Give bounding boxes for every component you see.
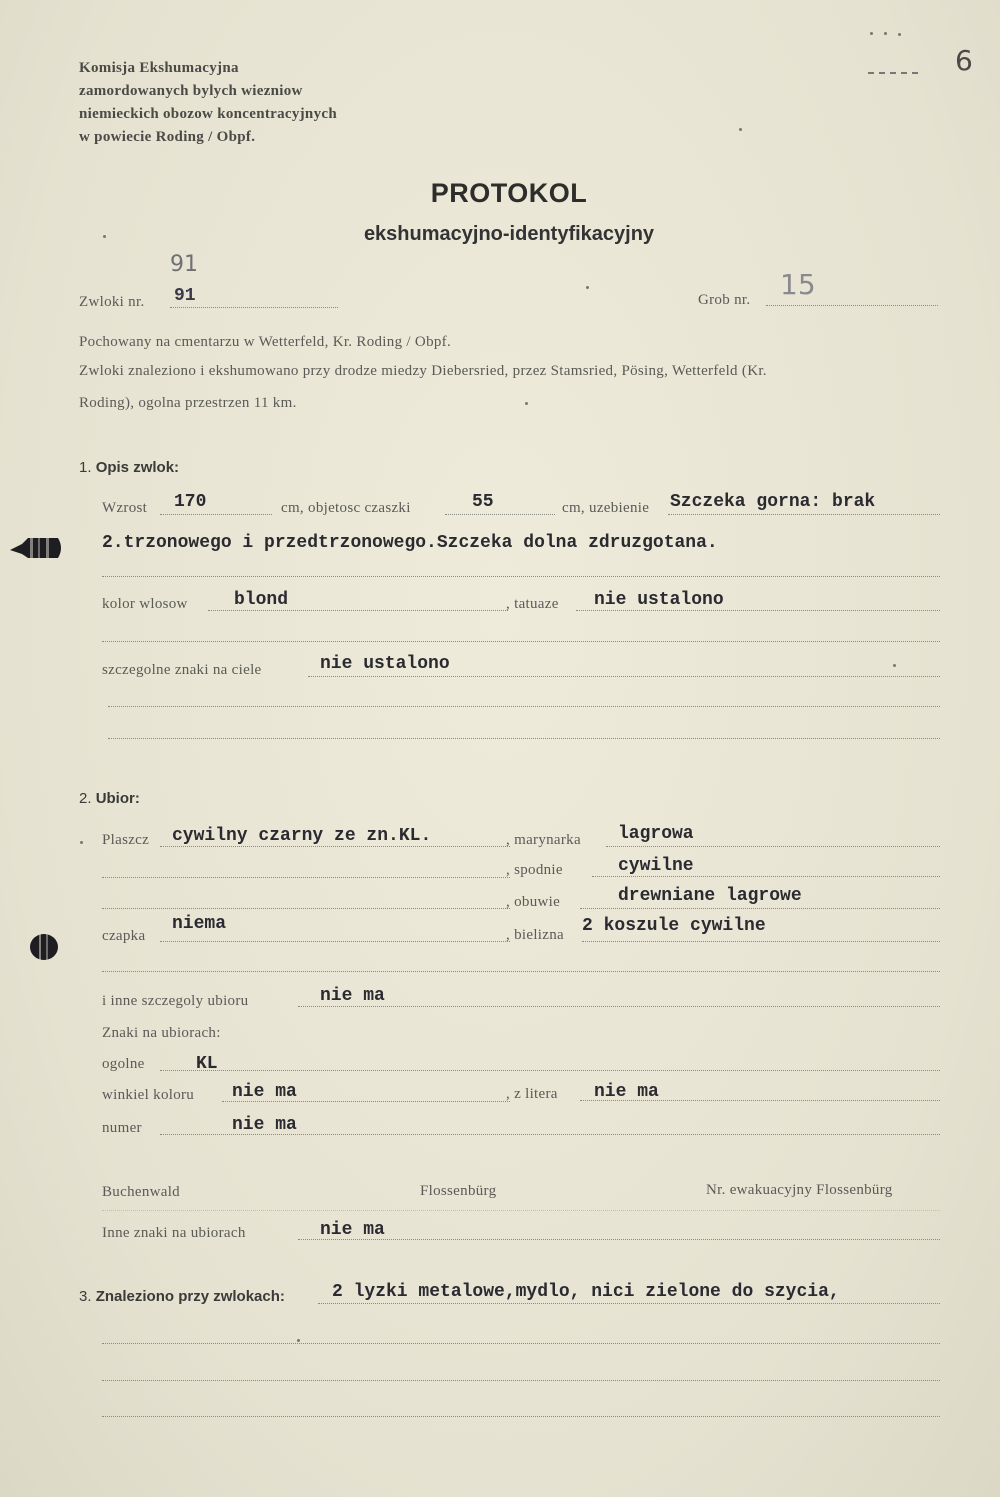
dotted-line bbox=[160, 941, 510, 942]
commission-line-2: zamordowanych bylych wiezniow bbox=[79, 83, 303, 99]
dotted-line bbox=[108, 706, 940, 707]
section-3-heading bbox=[79, 1288, 285, 1305]
dotted-line bbox=[576, 610, 940, 611]
coat-value: cywilny czarny ze zn.KL. bbox=[172, 826, 432, 846]
dotted-line bbox=[102, 1210, 940, 1211]
section-1-number: 1. bbox=[79, 459, 92, 476]
dotted-line bbox=[298, 1006, 940, 1007]
burial-place: Pochowany na cmentarzu w Wetterfeld, Kr. Roding / Obpf. bbox=[79, 334, 452, 350]
dotted-line bbox=[592, 876, 940, 877]
underwear-label: , bielizna bbox=[506, 927, 564, 943]
pencil-mark bbox=[868, 72, 918, 74]
other-clothing-marks-value: nie ma bbox=[320, 1220, 385, 1240]
section-3-title: Znaleziono przy zwlokach: bbox=[95, 1288, 285, 1305]
body-marks-value: nie ustalono bbox=[320, 654, 450, 674]
tattoo-label: , tatuaze bbox=[506, 596, 559, 612]
jacket-label: , marynarka bbox=[506, 832, 581, 848]
dotted-line bbox=[298, 1239, 940, 1240]
dotted-line bbox=[208, 610, 508, 611]
paper-speck bbox=[898, 33, 901, 36]
dotted-line bbox=[102, 971, 940, 972]
dotted-line bbox=[102, 877, 510, 878]
dotted-line bbox=[108, 738, 940, 739]
evacuation-number-label: Nr. ewakuacyjny Flossenbürg bbox=[706, 1182, 893, 1198]
page-number: 6 bbox=[955, 44, 973, 77]
paper-speck bbox=[884, 32, 887, 35]
found-location-line-2: Roding), ogolna przestrzen 11 km. bbox=[79, 395, 297, 411]
found-location-line-1: Zwloki znaleziono i ekshumowano przy drodze miedzy Diebersried, przez Stamsried, Pösing, Wetterfeld (Kr. bbox=[79, 363, 767, 379]
trousers-value: cywilne bbox=[618, 856, 694, 876]
cap-value: niema bbox=[172, 914, 227, 934]
grave-number-value: 15 bbox=[780, 268, 816, 301]
grave-number-label: Grob nr. bbox=[698, 292, 751, 308]
height-value: 170 bbox=[174, 492, 207, 512]
trousers-label: , spodnie bbox=[506, 862, 563, 878]
shoes-label: , obuwie bbox=[506, 894, 561, 910]
buchenwald-label: Buchenwald bbox=[102, 1184, 180, 1200]
paper-speck bbox=[525, 402, 528, 405]
letter-value: nie ma bbox=[594, 1082, 659, 1102]
dotted-line bbox=[668, 514, 940, 515]
height-label: Wzrost bbox=[102, 500, 148, 516]
section-1-heading bbox=[79, 459, 179, 476]
binding-hole-mark bbox=[26, 930, 62, 964]
commission-line-3: niemieckich obozow koncentracyjnych bbox=[79, 106, 337, 122]
hair-color-label: kolor wlosow bbox=[102, 596, 188, 612]
dotted-line bbox=[170, 307, 338, 308]
body-marks-label: szczegolne znaki na ciele bbox=[102, 662, 262, 678]
dotted-line bbox=[160, 1070, 940, 1071]
dotted-line bbox=[606, 846, 940, 847]
teeth-label: cm, uzebienie bbox=[562, 500, 650, 516]
paper-speck bbox=[739, 128, 742, 131]
dotted-line bbox=[102, 1343, 940, 1344]
dotted-line bbox=[160, 846, 510, 847]
dotted-line bbox=[445, 514, 555, 515]
jacket-value: lagrowa bbox=[618, 824, 694, 844]
general-marks-label: ogolne bbox=[102, 1056, 145, 1072]
section-2-number: 2. bbox=[79, 790, 92, 807]
body-number-value: 91 bbox=[174, 286, 196, 306]
document-subtitle: ekshumacyjno-identyfikacyjny bbox=[363, 223, 655, 245]
number-value: nie ma bbox=[232, 1115, 297, 1135]
clothing-marks-header: Znaki na ubiorach: bbox=[102, 1025, 221, 1041]
other-clothing-value: nie ma bbox=[320, 986, 385, 1006]
hair-color-value: blond bbox=[234, 590, 289, 610]
dotted-line bbox=[160, 514, 272, 515]
triangle-color-label: winkiel koloru bbox=[102, 1087, 195, 1103]
paper-speck bbox=[80, 841, 83, 844]
teeth-value-2: 2.trzonowego i przedtrzonowego.Szczeka dolna zdruzgotana. bbox=[102, 533, 718, 553]
section-1-title: Opis zwlok: bbox=[95, 459, 180, 476]
teeth-value-1: Szczeka gorna: brak bbox=[670, 492, 876, 512]
dotted-line bbox=[318, 1303, 940, 1304]
dotted-line bbox=[766, 305, 938, 306]
cap-label: czapka bbox=[102, 928, 146, 944]
dotted-line bbox=[580, 908, 940, 909]
skull-label: cm, objetosc czaszki bbox=[281, 500, 411, 516]
triangle-color-value: nie ma bbox=[232, 1082, 297, 1102]
document-title: PROTOKOL bbox=[430, 178, 588, 208]
number-label: numer bbox=[102, 1120, 142, 1136]
section-3-number: 3. bbox=[79, 1288, 92, 1305]
coat-label: Plaszcz bbox=[102, 832, 150, 848]
dotted-line bbox=[102, 641, 940, 642]
underwear-value: 2 koszule cywilne bbox=[582, 916, 766, 936]
dotted-line bbox=[102, 1380, 940, 1381]
handwritten-body-number: 91 bbox=[170, 252, 198, 277]
binding-hole-mark bbox=[8, 530, 66, 566]
flossenburg-label: Flossenbürg bbox=[420, 1183, 497, 1199]
body-number-label: Zwloki nr. bbox=[79, 294, 145, 310]
letter-label: , z litera bbox=[506, 1086, 558, 1102]
paper-speck bbox=[870, 32, 873, 35]
section-2-heading bbox=[79, 790, 140, 807]
skull-value: 55 bbox=[472, 492, 494, 512]
paper-speck bbox=[893, 664, 896, 667]
paper-speck bbox=[103, 235, 106, 238]
dotted-line bbox=[308, 676, 940, 677]
other-clothing-label: i inne szczegoly ubioru bbox=[102, 993, 249, 1009]
dotted-line bbox=[582, 941, 940, 942]
other-clothing-marks-label: Inne znaki na ubiorach bbox=[102, 1225, 246, 1241]
dotted-line bbox=[102, 1416, 940, 1417]
dotted-line bbox=[102, 576, 940, 577]
paper-speck bbox=[586, 286, 589, 289]
general-marks-value: KL bbox=[196, 1054, 218, 1074]
commission-line-4: w powiecie Roding / Obpf. bbox=[79, 129, 256, 145]
tattoo-value: nie ustalono bbox=[594, 590, 724, 610]
dotted-line bbox=[102, 908, 510, 909]
commission-line-1: Komisja Ekshumacyjna bbox=[79, 60, 239, 76]
found-items-value: 2 lyzki metalowe,mydlo, nici zielone do szycia, bbox=[332, 1282, 840, 1302]
shoes-value: drewniane lagrowe bbox=[618, 886, 802, 906]
paper-speck bbox=[297, 1339, 300, 1342]
section-2-title: Ubior: bbox=[95, 790, 140, 807]
